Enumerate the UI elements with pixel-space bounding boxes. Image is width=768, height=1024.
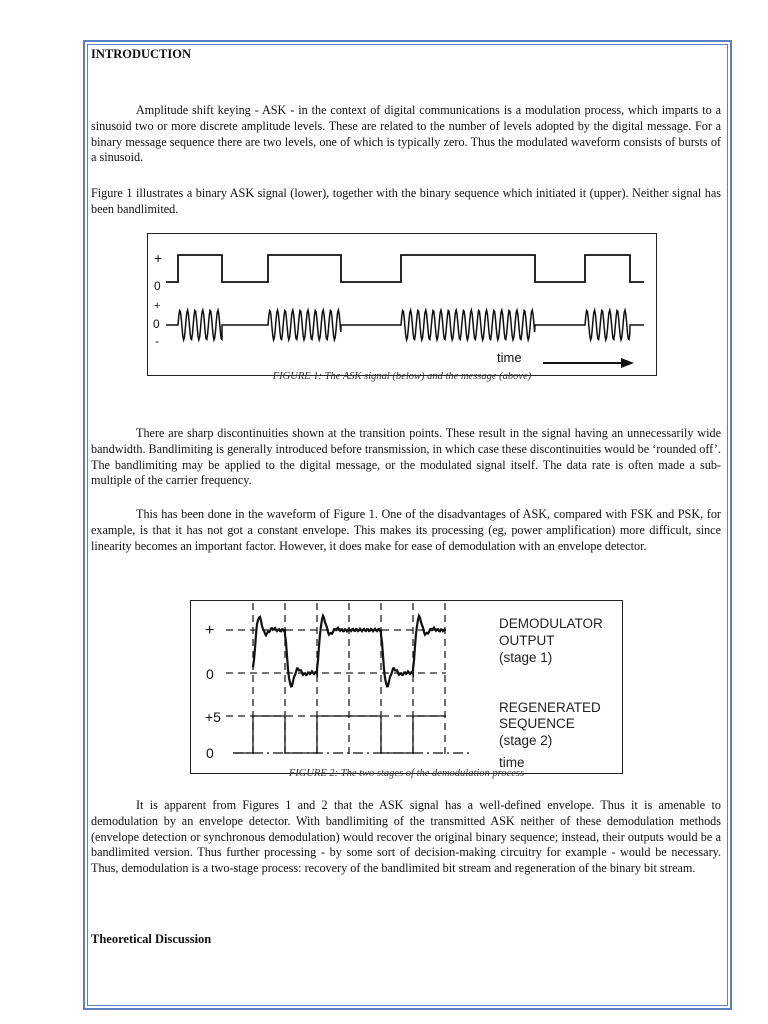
theory-heading: Theoretical Discussion bbox=[91, 932, 212, 946]
regen-title-3: (stage 2) bbox=[499, 733, 553, 748]
paragraph-4: This has been done in the waveform of Figure 1. One of the disadvantages of ASK, compared with FSK and PSK, for example, is that it has not got a constant envelope. This makes its processing (eg, power amplification) more difficult, since linearity becomes an important factor. However, it does make for ease of demodulation with an envelope detector. bbox=[91, 507, 721, 553]
figure-2-diagram bbox=[191, 601, 621, 772]
ask-waveform bbox=[166, 310, 644, 340]
fig1-zero2-label: 0 bbox=[153, 317, 160, 331]
regen-title-2: SEQUENCE bbox=[499, 716, 575, 731]
demod-title-2: OUTPUT bbox=[499, 633, 555, 648]
demod-title-1: DEMODULATOR bbox=[499, 616, 603, 631]
fig1-minus-label: - bbox=[155, 334, 159, 348]
fig2-zero-label: 0 bbox=[206, 666, 214, 682]
regen-title-1: REGENERATED bbox=[499, 700, 601, 715]
fig1-zero-label: 0 bbox=[154, 279, 161, 293]
fig1-time-label: time bbox=[497, 350, 522, 365]
fig1-plus-label: + bbox=[154, 250, 163, 266]
demod-title-3: (stage 1) bbox=[499, 650, 553, 665]
message-waveform bbox=[166, 255, 644, 282]
fig2-time-label: time bbox=[499, 755, 525, 770]
fig2-plus5-label: +5 bbox=[205, 709, 221, 725]
figure-2-caption: FIGURE 2: The two stages of the demodulation process bbox=[288, 768, 525, 779]
figure-1 bbox=[147, 233, 657, 376]
paragraph-2: Figure 1 illustrates a binary ASK signal (lower), together with the binary sequence which initiated it (upper). Neither signal has been bandlimited. bbox=[91, 186, 721, 216]
fig1-plus2-label: + bbox=[154, 300, 161, 312]
fig2-zero2-label: 0 bbox=[206, 745, 214, 761]
figure-2 bbox=[190, 600, 623, 774]
paragraph-5: It is apparent from Figures 1 and 2 that the ASK signal has a well-defined envelope. Thus it is amenable to demodulation by an envelope detector. With bandlimiting of the transmitted ASK neither of these demodulation methods (envelope detection or synchronous demodulation) would recover the original binary sequence; instead, their outputs would be a bandlimited version. Thus further processing - by some sort of decision-making circuitry for example - would be necessary. Thus, demodulation is a two-stage process: recovery of the bandlimited bit stream and regeneration of the binary bit stream. bbox=[91, 798, 721, 876]
paragraph-3: There are sharp discontinuities shown at the transition points. These result in the signal having an unnecessarily wide bandwidth. Bandlimiting is generally introduced before transmission, in which case these discontinuities would be ‘rounded off’. The bandlimiting may be applied to the digital message, or the modulated signal itself. The data rate is often made a sub-multiple of the carrier frequency. bbox=[91, 426, 722, 488]
time-arrow-head bbox=[621, 358, 634, 368]
figure-1-diagram bbox=[148, 234, 655, 374]
intro-heading: INTRODUCTION bbox=[91, 47, 192, 61]
paragraph-1: Amplitude shift keying - ASK - in the context of digital communications is a modulation process, which imparts to a sinusoid two or more discrete amplitude levels. These are related to the number of levels adopted by the digital message. For a binary message sequence there are two levels, one of which is typically zero. Thus the modulated waveform consists of bursts of a sinusoid. bbox=[91, 103, 721, 165]
figure-1-caption: FIGURE 1: The ASK signal (below) and the message (above) bbox=[272, 371, 532, 382]
regenerated-sequence bbox=[233, 716, 445, 753]
fig2-plus-label: + bbox=[205, 622, 215, 639]
